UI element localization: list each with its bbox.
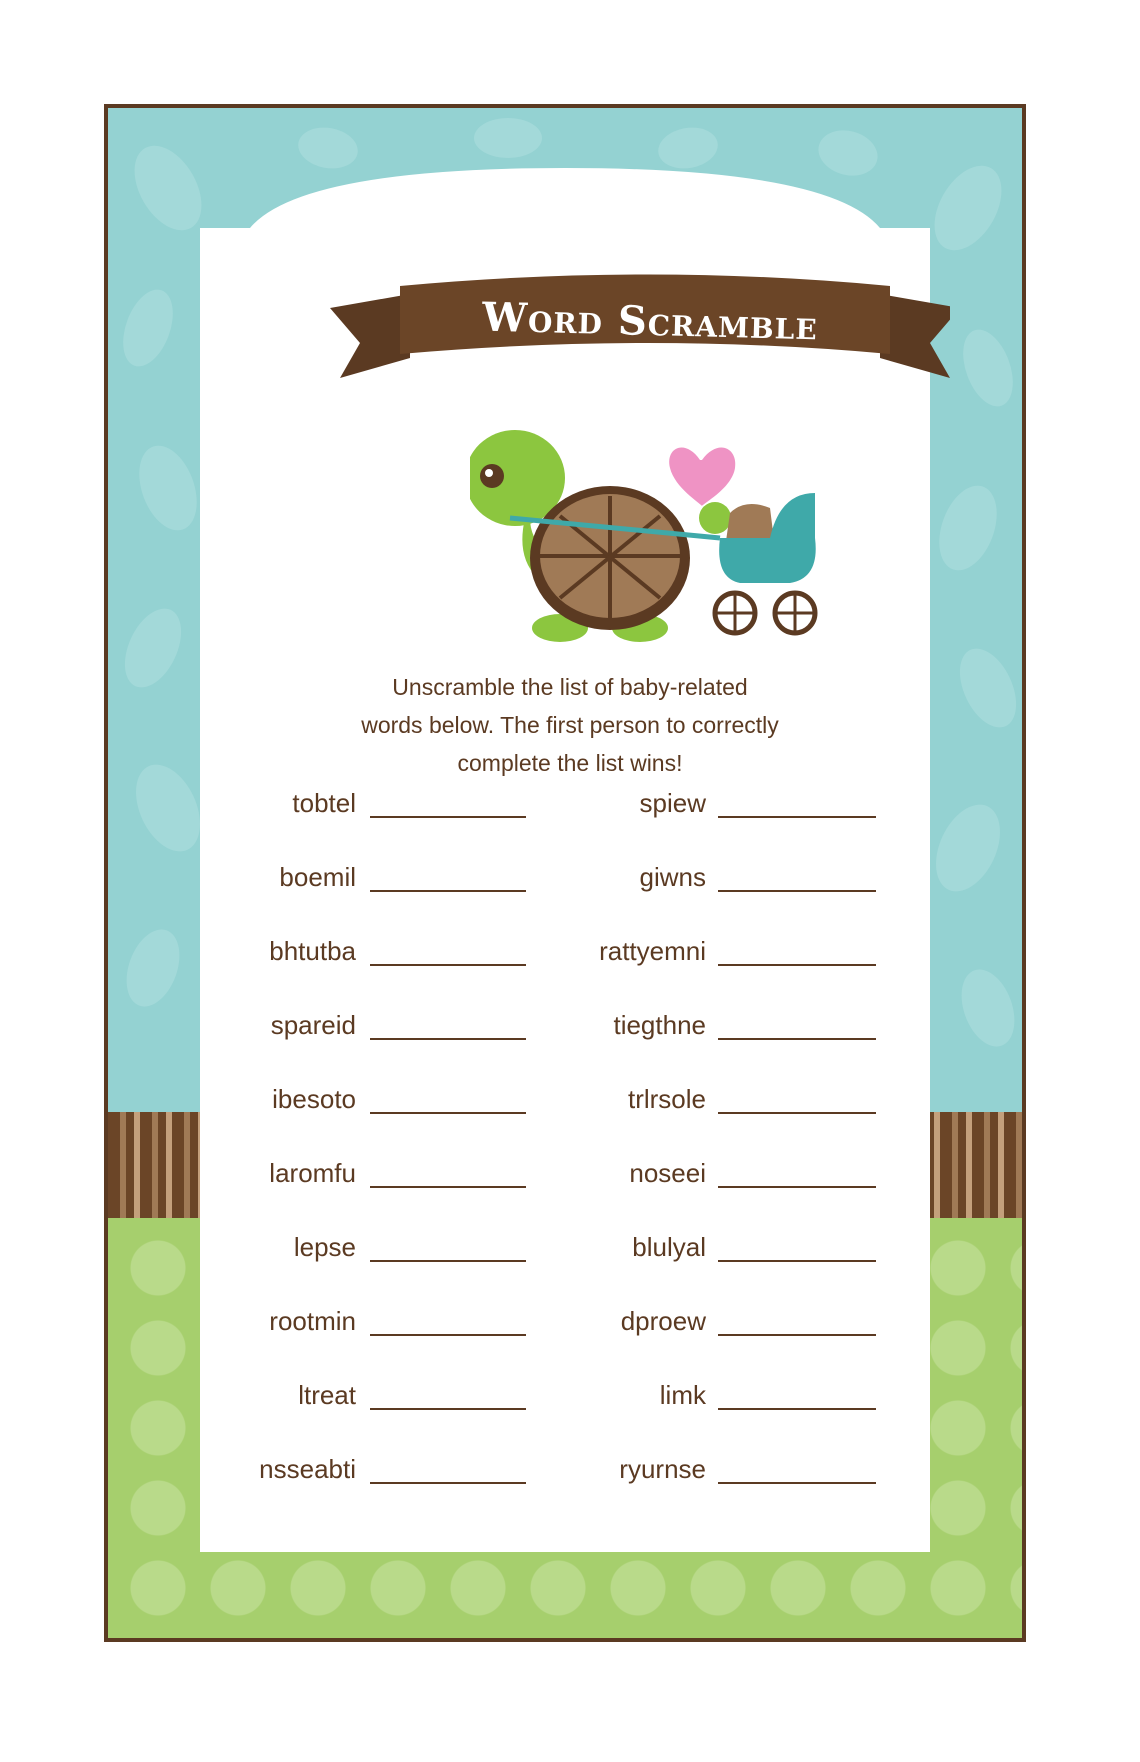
- answer-blank[interactable]: [718, 1038, 876, 1040]
- scrambled-word: ltreat: [298, 1380, 356, 1410]
- scrambled-word: laromfu: [269, 1158, 356, 1188]
- scrambled-word: lepse: [293, 1232, 356, 1262]
- turtle-icon: [470, 408, 870, 658]
- scrambled-word: rattyemni: [599, 936, 706, 966]
- scrambled-word: tobtel: [292, 788, 356, 818]
- scrambled-word: rootmin: [269, 1306, 356, 1336]
- scrambled-word: giwns: [639, 862, 706, 892]
- scrambled-word: boemil: [279, 862, 356, 892]
- answer-blank[interactable]: [718, 1334, 876, 1336]
- scrambled-word: bhtutba: [269, 936, 356, 966]
- answer-blank[interactable]: [718, 1186, 876, 1188]
- content-panel: [200, 168, 930, 1552]
- answer-blank[interactable]: [718, 1260, 876, 1262]
- scrambled-word: tiegthne: [613, 1010, 706, 1040]
- answer-blank[interactable]: [718, 1408, 876, 1410]
- scrambled-word: spareid: [270, 1010, 356, 1040]
- scrambled-word: noseei: [629, 1158, 706, 1188]
- page-title: Word Scramble: [481, 293, 819, 350]
- answer-blank[interactable]: [718, 890, 876, 892]
- title-banner: [340, 268, 960, 388]
- scrambled-word: limk: [659, 1380, 706, 1410]
- scrambled-word: trlrsole: [627, 1084, 706, 1114]
- scrambled-word: blulyal: [632, 1232, 706, 1262]
- turtle-stroller-illustration: [470, 408, 870, 658]
- scrambled-word: ibesoto: [272, 1084, 356, 1114]
- scrambled-word: nsseabti: [259, 1454, 356, 1484]
- answer-blank[interactable]: [718, 1112, 876, 1114]
- answer-blank[interactable]: [718, 1482, 876, 1484]
- scrambled-word: ryurnse: [619, 1454, 706, 1484]
- answer-blank[interactable]: [718, 964, 876, 966]
- instructions-text: Unscramble the list of baby-related words below. The first person to correctly complete the list wins!: [361, 674, 779, 776]
- answer-blank[interactable]: [718, 816, 876, 818]
- scrambled-word: dproew: [620, 1306, 706, 1336]
- scrambled-word: spiew: [639, 788, 706, 818]
